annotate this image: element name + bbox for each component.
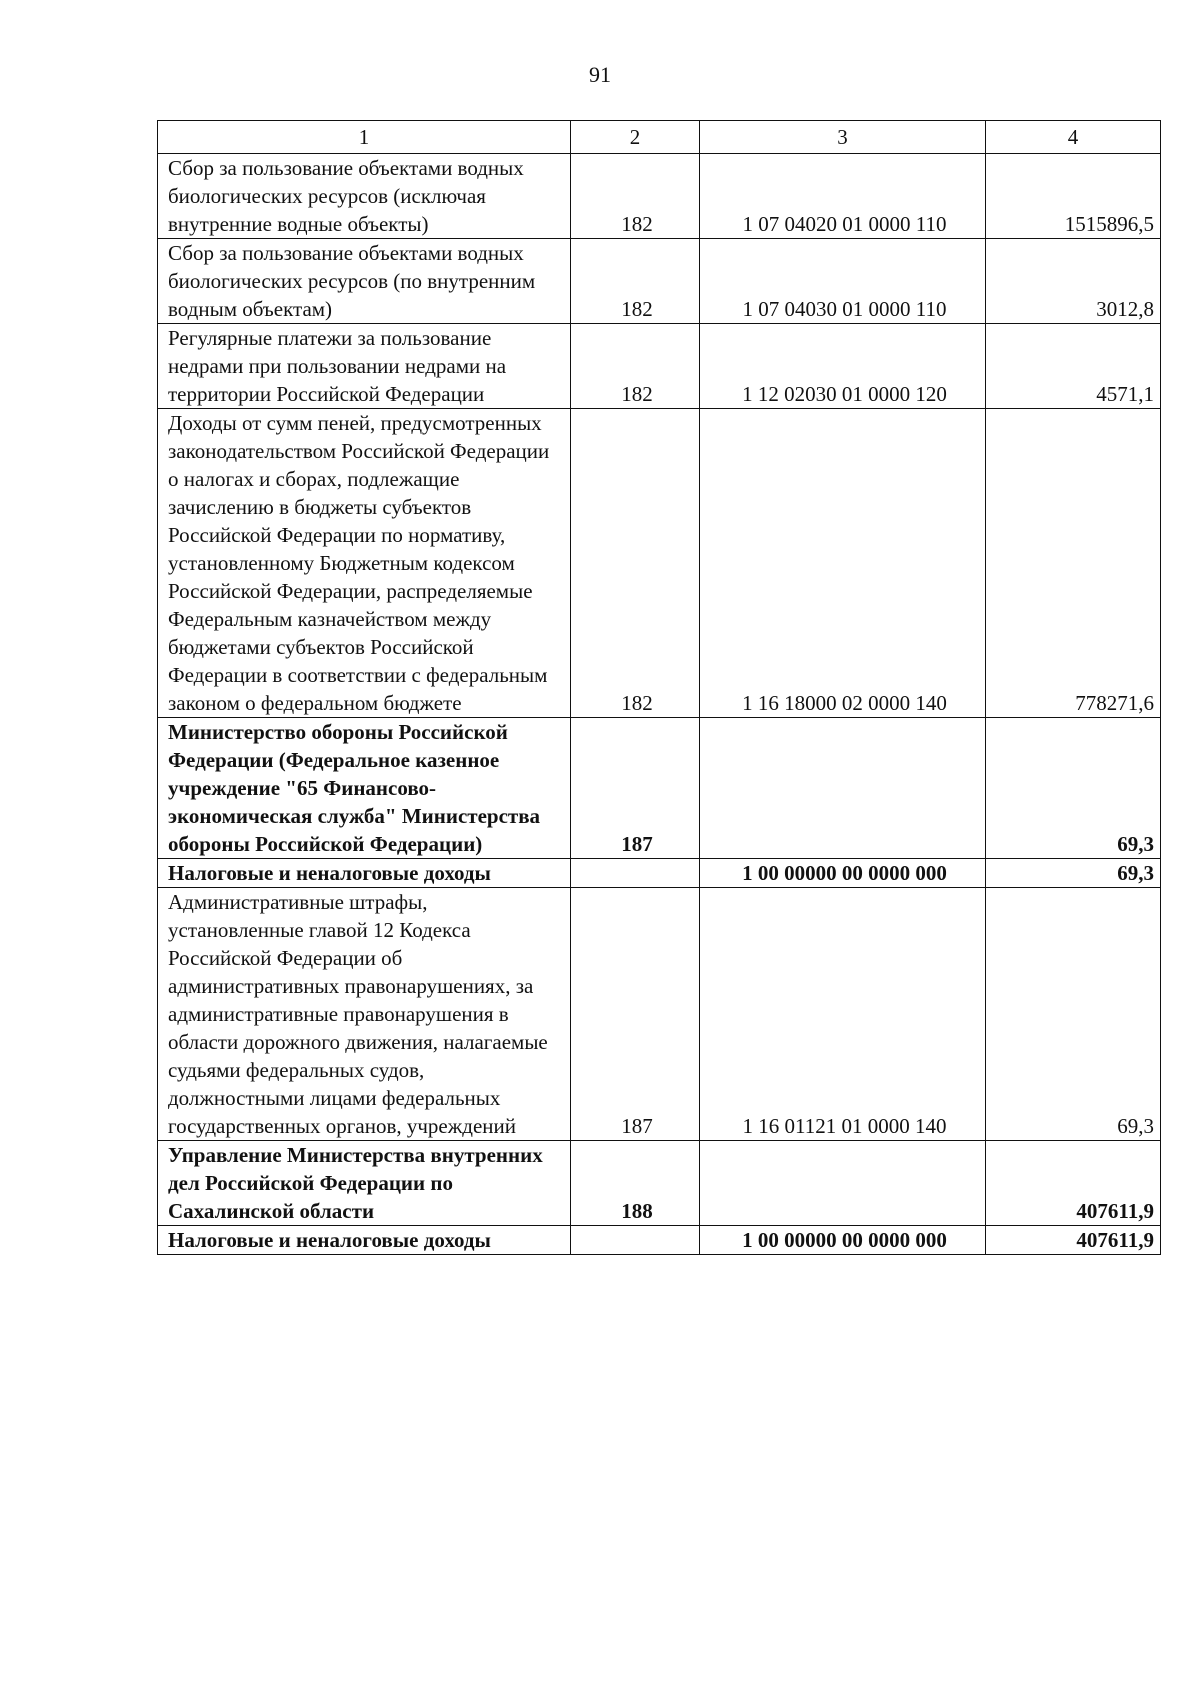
row-admin-code-cell: 188 (571, 1141, 700, 1226)
column-header-3: 3 (700, 121, 986, 154)
table-row (158, 409, 1161, 718)
row-name-cell: Налоговые и неналоговые доходы (158, 1226, 571, 1255)
row-admin-code-cell (571, 1226, 700, 1255)
column-header-4: 4 (986, 121, 1161, 154)
column-header-row (158, 121, 1161, 154)
row-name-cell: Управление Министерства внутренних дел Российской Федерации по Сахалинской области (158, 1141, 571, 1226)
row-amount-cell: 778271,6 (986, 409, 1161, 718)
row-budget-code-cell: 1 07 04020 01 0000 110 (700, 154, 986, 239)
row-budget-code-cell: 1 07 04030 01 0000 110 (700, 239, 986, 324)
row-admin-code-cell: 182 (571, 239, 700, 324)
row-name-cell: Регулярные платежи за пользование недрами при пользовании недрами на территории Российской Федерации (158, 324, 571, 409)
column-header-1: 1 (158, 121, 571, 154)
row-name-cell: Сбор за пользование объектами водных биологических ресурсов (исключая внутренние водные объекты) (158, 154, 571, 239)
row-amount-cell: 407611,9 (986, 1141, 1161, 1226)
row-name-cell: Доходы от сумм пеней, предусмотренных законодательством Российской Федерации о налогах и сборах, подлежащие зачислению в бюджеты субъектов Российской Федерации по нормативу, установленному Бюджетным кодексом Российской Федерации, распределяемые Федеральным казначейством между бюджетами субъектов Российской Федерации в соответствии с федеральным законом о федеральном бюджете (158, 409, 571, 718)
row-admin-code-cell: 182 (571, 154, 700, 239)
row-admin-code-cell: 187 (571, 888, 700, 1141)
row-name-cell: Административные штрафы, установленные главой 12 Кодекса Российской Федерации об административных правонарушениях, за административные правонарушения в области дорожного движения, налагаемые судьями федеральных судов, должностными лицами федеральных государственных органов, учреждений (158, 888, 571, 1141)
row-amount-cell: 3012,8 (986, 239, 1161, 324)
row-name-cell: Налоговые и неналоговые доходы (158, 859, 571, 888)
row-budget-code-cell: 1 12 02030 01 0000 120 (700, 324, 986, 409)
row-admin-code-cell: 187 (571, 718, 700, 859)
row-amount-cell: 69,3 (986, 859, 1161, 888)
table-row (158, 154, 1161, 239)
row-amount-cell: 69,3 (986, 718, 1161, 859)
row-budget-code-cell: 1 16 01121 01 0000 140 (700, 888, 986, 1141)
row-budget-code-cell: 1 16 18000 02 0000 140 (700, 409, 986, 718)
row-name-cell: Министерство обороны Российской Федерации (Федеральное казенное учреждение "65 Финансово-экономическая служба" Министерства обороны Российской Федерации) (158, 718, 571, 859)
table-row (158, 718, 1161, 859)
table-row (158, 888, 1161, 1141)
row-budget-code-cell (700, 1141, 986, 1226)
row-budget-code-cell (700, 718, 986, 859)
table-row (158, 1141, 1161, 1226)
column-header-2: 2 (571, 121, 700, 154)
row-admin-code-cell (571, 859, 700, 888)
row-amount-cell: 1515896,5 (986, 154, 1161, 239)
table-row (158, 859, 1161, 888)
row-name-cell: Сбор за пользование объектами водных биологических ресурсов (по внутренним водным объектам) (158, 239, 571, 324)
row-admin-code-cell: 182 (571, 409, 700, 718)
row-budget-code-cell: 1 00 00000 00 0000 000 (700, 859, 986, 888)
table-row (158, 324, 1161, 409)
revenue-table (157, 120, 1161, 1255)
row-admin-code-cell: 182 (571, 324, 700, 409)
page-number: 91 (589, 62, 611, 87)
table-row (158, 239, 1161, 324)
row-amount-cell: 407611,9 (986, 1226, 1161, 1255)
row-budget-code-cell: 1 00 00000 00 0000 000 (700, 1226, 986, 1255)
row-amount-cell: 69,3 (986, 888, 1161, 1141)
row-amount-cell: 4571,1 (986, 324, 1161, 409)
table-row (158, 1226, 1161, 1255)
